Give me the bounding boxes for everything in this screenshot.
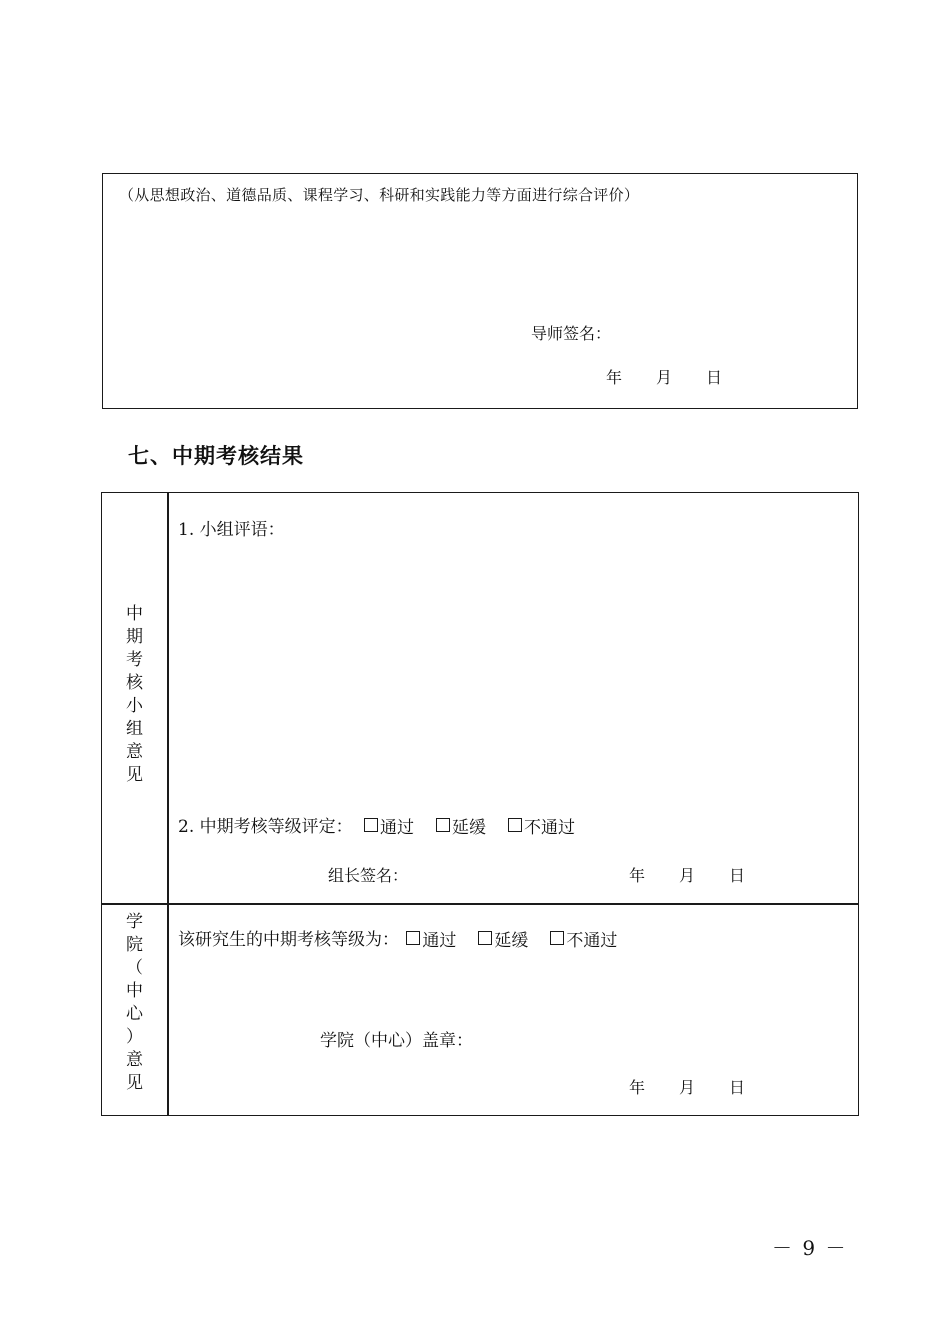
group-side-char: 期 xyxy=(126,627,143,647)
college-seal-label: 学院（中心）盖章： xyxy=(320,1031,473,1051)
leader-signature-label: 组长签名： xyxy=(328,866,409,885)
date-year: 年 xyxy=(606,368,623,387)
evaluation-instruction: （从思想政治、道德品质、课程学习、科研和实践能力等方面进行综合评价） xyxy=(119,186,640,204)
group-side-char: 考 xyxy=(126,650,143,670)
group-rating-option-label: 不通过 xyxy=(524,817,576,838)
advisor-signature-label: 导师签名： xyxy=(531,324,612,343)
group-comment-label: 1. 小组评语： xyxy=(178,520,285,540)
college-rating-option-label: 通过 xyxy=(422,930,457,951)
group-rating-option[interactable] xyxy=(508,813,575,838)
college-rating-row xyxy=(178,925,639,951)
row-divider xyxy=(102,903,858,905)
date-day: 日 xyxy=(729,1078,746,1097)
date-day: 日 xyxy=(706,368,723,387)
group-date-row xyxy=(102,863,858,883)
college-side-char: 院 xyxy=(126,935,143,955)
college-rating-label: 该研究生的中期考核等级为： xyxy=(178,930,399,950)
checkbox-icon[interactable] xyxy=(406,931,420,945)
midterm-result-table xyxy=(101,492,859,1116)
group-opinion-side-label xyxy=(102,603,167,787)
page-number: － 9 － xyxy=(772,1236,848,1260)
college-date-row xyxy=(102,1075,858,1095)
date-month: 月 xyxy=(679,866,696,885)
college-rating-options xyxy=(406,926,639,951)
college-side-char: ） xyxy=(126,1027,143,1047)
group-side-char: 小 xyxy=(126,696,143,716)
college-opinion-side-label xyxy=(102,911,167,1095)
checkbox-icon[interactable] xyxy=(508,818,522,832)
college-side-char: 意 xyxy=(126,1050,143,1070)
checkbox-icon[interactable] xyxy=(550,931,564,945)
date-year: 年 xyxy=(629,866,646,885)
checkbox-icon[interactable] xyxy=(478,931,492,945)
group-side-char: 核 xyxy=(126,673,143,693)
advisor-date-row xyxy=(103,365,857,385)
date-year: 年 xyxy=(629,1078,646,1097)
group-rating-row xyxy=(178,812,597,838)
college-rating-option-label: 延缓 xyxy=(494,930,529,951)
checkbox-icon[interactable] xyxy=(436,818,450,832)
group-side-char: 见 xyxy=(126,765,143,785)
group-rating-option-label: 延缓 xyxy=(452,817,487,838)
college-side-char: 见 xyxy=(126,1073,143,1093)
college-rating-option[interactable] xyxy=(406,926,456,951)
column-divider xyxy=(167,493,169,1115)
college-side-char: 学 xyxy=(126,912,143,932)
college-rating-option[interactable] xyxy=(550,926,617,951)
group-rating-option[interactable] xyxy=(364,813,414,838)
college-side-char: （ xyxy=(126,958,143,978)
date-month: 月 xyxy=(656,368,673,387)
section-title: 七、中期考核结果 xyxy=(128,443,304,468)
college-side-char: 心 xyxy=(126,1004,143,1024)
college-side-char: 中 xyxy=(126,981,143,1001)
group-side-char: 中 xyxy=(126,604,143,624)
advisor-evaluation-box xyxy=(102,173,858,409)
group-rating-option[interactable] xyxy=(436,813,486,838)
group-rating-label: 2. 中期考核等级评定： xyxy=(178,817,353,837)
date-day: 日 xyxy=(729,866,746,885)
group-rating-options xyxy=(364,813,597,838)
college-rating-option-label: 不通过 xyxy=(566,930,618,951)
college-rating-option[interactable] xyxy=(478,926,528,951)
checkbox-icon[interactable] xyxy=(364,818,378,832)
group-side-char: 组 xyxy=(126,719,143,739)
group-rating-option-label: 通过 xyxy=(380,817,415,838)
group-side-char: 意 xyxy=(126,742,143,762)
date-month: 月 xyxy=(679,1078,696,1097)
